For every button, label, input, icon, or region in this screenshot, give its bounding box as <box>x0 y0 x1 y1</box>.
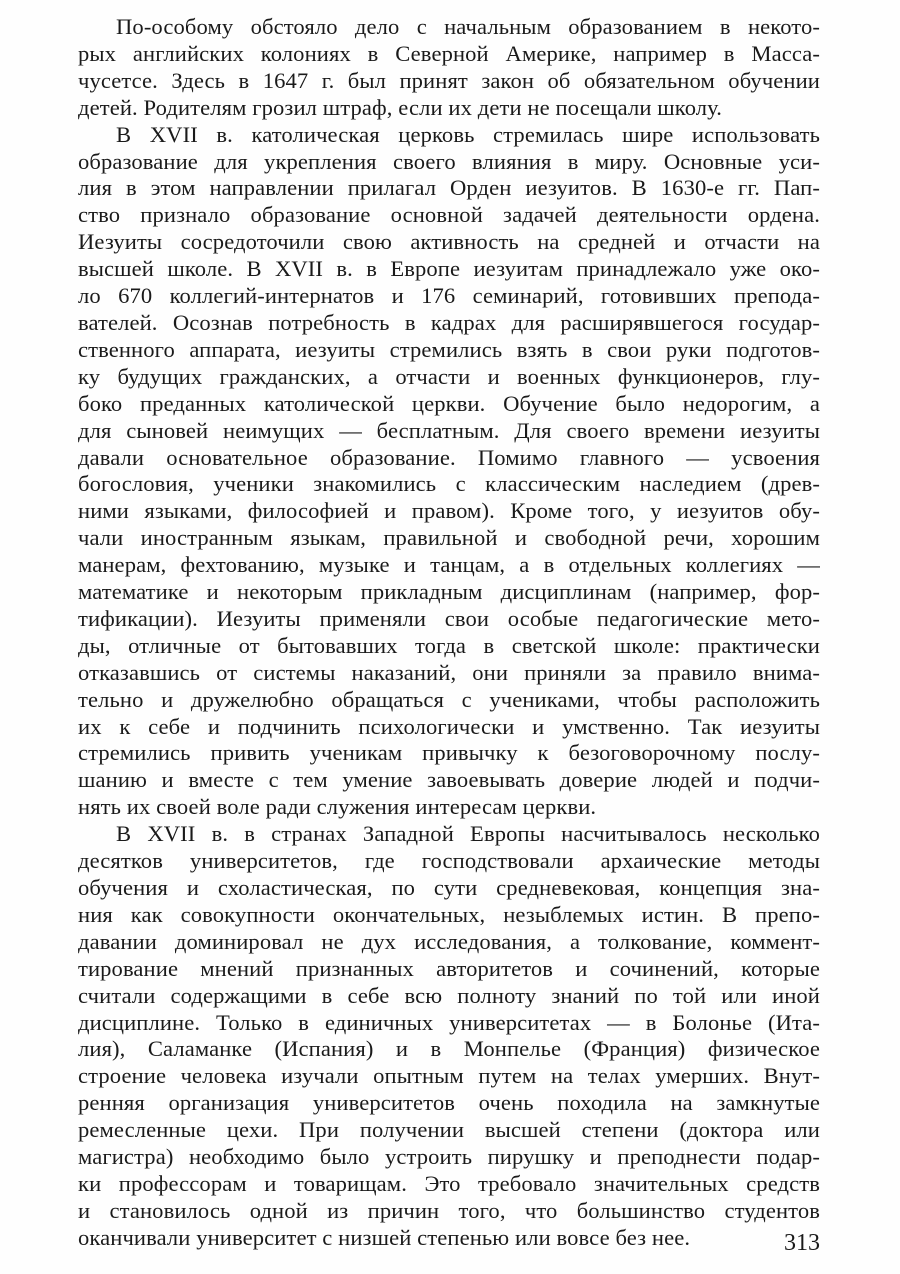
text-line: Иезуиты сосредоточили свою активность на средней и отчасти на <box>78 229 820 255</box>
text-line: стремились привить ученикам привычку к безоговорочному послу- <box>78 740 820 766</box>
text-line: манерам, фехтованию, музыке и танцам, а в отдельных коллегиях — <box>78 552 820 578</box>
text-line: строение человека изучали опытным путем на телах умерших. Внут- <box>78 1063 820 1089</box>
text-line: ренняя организация университетов очень походила на замкнутые <box>78 1090 820 1116</box>
text-line: обучения и схоластическая, по сути средневековая, концепция зна- <box>78 875 820 900</box>
text-line: ния как совокупности окончательных, незыблемых истин. В препо- <box>78 901 820 927</box>
text-line: давании доминировал не дух исследования, а толкование, коммент- <box>78 928 820 954</box>
text-line: оканчивали университет с низшей степенью или вовсе без нее. <box>78 1224 691 1250</box>
text-line: В XVII в. в странах Западной Европы насчитывалось несколько <box>116 821 820 847</box>
text-line: считали содержащими в себе всю полноту знаний по той или иной <box>78 982 820 1008</box>
text-line: магистра) необходимо было устроить пирушку и преподнести подар- <box>78 1144 820 1170</box>
text-line: ло 670 коллегий-интернатов и 176 семинарий, готовивших препода- <box>78 283 820 309</box>
text-line: вателей. Осознав потребность в кадрах для расширявшегося государ- <box>78 309 820 335</box>
text-line: боко преданных католической церкви. Обучение было недорогим, а <box>78 390 820 416</box>
text-line: для сыновей неимущих — бесплатным. Для своего времени иезуиты <box>78 417 820 443</box>
text-line: давали основательное образование. Помимо главного — усвоения <box>78 444 820 470</box>
text-line: нять их своей воле ради служения интересам церкви. <box>78 794 597 820</box>
text-line: десятков университетов, где господствовали архаические методы <box>78 848 820 874</box>
page-number: 313 <box>784 1230 820 1256</box>
text-line: ды, отличные от бытовавших тогда в светской школе: практически <box>78 632 820 658</box>
text-line: ство признало образование основной задачей деятельности ордена. <box>78 202 820 228</box>
text-line: По-особому обстояло дело с начальным образованием в некото- <box>116 14 820 39</box>
text-line: шанию и вместе с тем умение завоевывать доверие людей и подчи- <box>78 767 820 793</box>
text-line: дисциплине. Только в единичных университетах — в Болонье (Ита- <box>78 1009 820 1035</box>
text-line: их к себе и подчинить психологически и умственно. Так иезуиты <box>78 713 820 739</box>
text-line: ними языками, философией и правом). Кроме того, у иезуитов обу- <box>78 498 820 524</box>
text-line: чусетсе. Здесь в 1647 г. был принят закон об обязательном обучении <box>78 67 820 93</box>
paragraph <box>78 14 820 122</box>
text-line: рых английских колониях в Северной Америке, например в Масса- <box>78 40 820 66</box>
text-line: и становилось одной из причин того, что большинство студентов <box>78 1197 820 1223</box>
text-line: богословия, ученики знакомились с классическим наследием (древ- <box>78 471 820 497</box>
text-line: образование для укрепления своего влияния в миру. Основные уси- <box>78 148 820 174</box>
text-line: В XVII в. католическая церковь стремилась шире использовать <box>116 121 820 147</box>
text-line: чали иностранным языкам, правильной и свободной речи, хорошим <box>78 525 820 551</box>
text-line: ственного аппарата, иезуиты стремились взять в свои руки подготов- <box>78 336 820 362</box>
text-line: тификации). Иезуиты применяли свои особые педагогические мето- <box>78 605 820 631</box>
text-line: высшей школе. В XVII в. в Европе иезуитам принадлежало уже око- <box>78 256 820 282</box>
text-line: детей. Родителям грозил штраф, если их дети не посещали школу. <box>78 94 723 120</box>
body-text <box>78 14 820 1252</box>
text-line: лия в этом направлении прилагал Орден иезуитов. В 1630-е гг. Пап- <box>78 175 820 201</box>
paragraph <box>78 122 820 822</box>
text-line: отказавшись от системы наказаний, они приняли за правило внима- <box>78 659 820 685</box>
text-line: ку будущих гражданских, а отчасти и военных функционеров, глу- <box>78 363 820 389</box>
paragraph <box>78 821 820 1252</box>
text-line: ки профессорам и товарищам. Это требовало значительных средств <box>78 1170 820 1196</box>
text-line: ремесленные цехи. При получении высшей степени (доктора или <box>78 1117 820 1143</box>
text-line: тельно и дружелюбно обращаться с учениками, чтобы расположить <box>78 686 820 712</box>
text-line: тирование мнений признанных авторитетов и сочинений, которые <box>78 955 820 981</box>
text-line: математике и некоторым прикладным дисциплинам (например, фор- <box>78 579 820 605</box>
text-line: лия), Саламанке (Испания) и в Монпелье (Франция) физическое <box>78 1036 820 1062</box>
